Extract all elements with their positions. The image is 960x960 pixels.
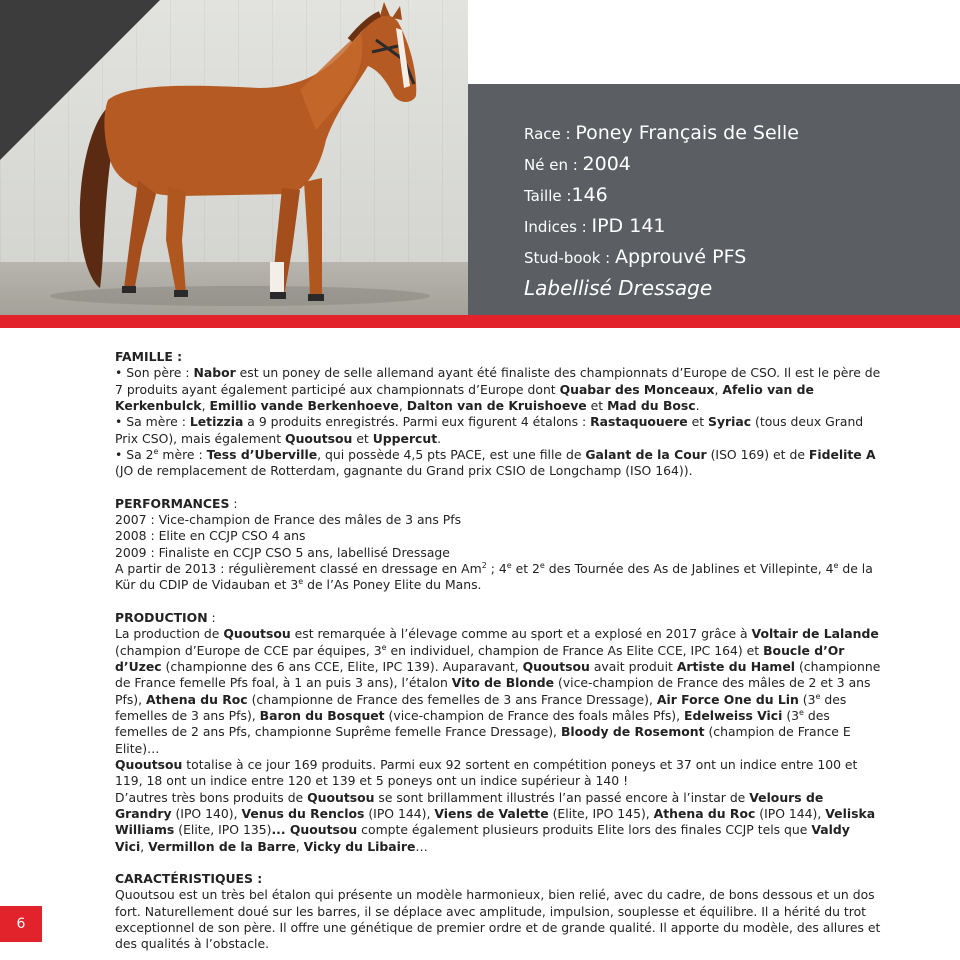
bold-name: Syriac	[708, 414, 752, 430]
superscript: e	[298, 577, 304, 587]
text-run: (JO de remplacement de Rotterdam, gagnante du Grand prix CSIO de Longchamp (ISO 164)).	[115, 463, 693, 479]
bold-name: Venus du Renclos	[241, 805, 365, 821]
text-run: (IPO 144),	[364, 805, 435, 821]
red-divider-bar	[0, 315, 960, 328]
bold-name: Quoutsou	[307, 789, 375, 805]
birth-year-label: Né en :	[524, 156, 583, 174]
text-run: et	[687, 414, 709, 430]
text-run: A partir de 2013 : régulièrement classé en dressage en Am	[115, 561, 482, 577]
text-run: des femelles de 2 ans Pfs, championne Suprême femelle France Dressage),	[115, 707, 830, 740]
text-run: • Son père :	[115, 365, 194, 381]
performance-2008: 2008 : Elite en CCJP CSO 4 ans	[115, 528, 306, 544]
text-run: (champion de France E Elite)…	[115, 724, 851, 756]
text-run: .	[437, 430, 442, 446]
text-run: (3	[798, 691, 816, 707]
bold-name: Quoutsou	[115, 756, 183, 772]
performances-heading-suffix: :	[229, 495, 238, 511]
text-run: est remarquée à l’élevage comme au sport et a explosé en 2017 grâce à	[290, 626, 752, 642]
height-row	[524, 184, 608, 206]
performance-2009: 2009 : Finaliste en CCJP CSO 5 ans, labellisé Dressage	[115, 544, 450, 560]
bold-name: Mad du Bosc	[607, 398, 696, 414]
famille-grandmother	[115, 447, 883, 480]
text-run: • Sa 2	[115, 447, 154, 463]
bold-name: Fidelite A	[808, 447, 876, 463]
birth-year-row	[524, 153, 631, 175]
superscript: e	[381, 642, 387, 652]
bold-name: Vicky du Libaire	[303, 838, 416, 854]
bold-name: Voltair de Lalande	[751, 626, 879, 642]
famille-father	[115, 365, 883, 414]
superscript: e	[833, 561, 839, 570]
text-run: mère :	[158, 447, 207, 463]
superscript: 2	[481, 561, 487, 570]
caracteristiques-heading: CARACTÉRISTIQUES :	[115, 870, 263, 886]
production-heading	[115, 610, 883, 626]
text-run: La production de	[115, 626, 224, 642]
text-run: de la Kür du CDIP de Vidauban et 3	[115, 561, 873, 593]
bold-name: Galant de la Cour	[585, 447, 707, 463]
bold-name: Nabor	[193, 365, 236, 381]
text-run: (Elite, IPO 145),	[548, 805, 654, 821]
bold-name: Baron du Bosquet	[259, 707, 385, 723]
famille-mother	[115, 414, 883, 447]
superscript: e	[506, 561, 512, 570]
production-heading-text: PRODUCTION	[115, 609, 208, 625]
performances-heading-text: PERFORMANCES	[115, 495, 230, 511]
performance-2013	[115, 561, 883, 594]
text-run: • Sa mère :	[115, 414, 190, 430]
bold-name: Air Force One du Lin	[656, 691, 799, 707]
text-run: a 9 produits enregistrés. Parmi eux figurent 4 étalons :	[243, 414, 591, 430]
bold-name: Dalton van de Kruishoeve	[406, 398, 587, 414]
text-run: se sont brillamment illustrés l’an passé encore à l’instar de	[374, 789, 750, 805]
text-run: (IPO 144),	[755, 805, 826, 821]
race-value: Poney Français de Selle	[575, 122, 799, 144]
bold-name: Athena du Roc	[653, 805, 756, 821]
text-run: et 2	[511, 561, 540, 577]
bold-name: Vermillon de la Barre	[148, 838, 296, 854]
text-run: , qui possède 4,5 pts PACE, est une fille de	[317, 447, 586, 463]
bold-name: Quoutsou	[522, 658, 590, 674]
text-run: (vice-champion de France des foals mâles Pfs),	[384, 707, 685, 723]
studbook-row	[524, 246, 746, 268]
bold-name: Veliska Williams	[115, 805, 876, 838]
page-number-text: 6	[16, 916, 26, 932]
text-run: en individuel, champion de France As Elite CCE, IPC 164) et	[386, 642, 764, 658]
bold-name: Valdy Vici	[115, 822, 850, 854]
bold-name: Rastaquouere	[590, 414, 688, 430]
bold-name: Bloody de Rosemont	[560, 724, 705, 740]
production-heading-suffix: :	[207, 609, 216, 625]
text-run: ,	[398, 398, 407, 414]
race-row	[524, 122, 799, 144]
text-run: (champion d’Europe de CCE par équipes, 3	[115, 642, 382, 658]
bold-name: Boucle d’Or d’Uzec	[115, 642, 845, 674]
bold-name: Quabar des Monceaux	[559, 381, 715, 397]
text-run: avait produit	[589, 658, 677, 674]
text-run: (championne de France des femelles de 3 ans France Dressage),	[247, 691, 657, 707]
bold-name: Athena du Roc	[146, 691, 248, 707]
text-run: …	[415, 838, 428, 854]
superscript: e	[799, 707, 804, 717]
superscript: e	[815, 691, 821, 701]
caracteristiques-paragraph: Quoutsou est un très bel étalon qui présente un modèle harmonieux, bien relié, avec du cadre, de bons dessous et un dos fort. Naturellement doué sur les barres, il se déplace avec amplitude, impulsion, souplesse et équilibre. Il a hérité du trot exceptionnel de son père. Il offre une génétique de premier ordre et de grande qualité. Il apporte du modèle, des allures et des qualités à l’obstacle.	[115, 887, 881, 952]
text-run: ,	[295, 838, 304, 854]
horse-photo	[0, 0, 468, 315]
text-run: (championne de France femelle Pfs foal, à 1 an puis 3 ans), l’étalon	[115, 658, 881, 691]
superscript: e	[153, 446, 159, 456]
bold-name: Vito de Blonde	[451, 675, 555, 691]
text-run: ,	[201, 398, 210, 414]
text-run: est un poney de selle allemand ayant été finaliste des championnats d’Europe de CSO. Il est le père de 7 produits ayant également participé aux championnats d’Europe dont	[115, 365, 881, 397]
race-label: Race :	[524, 125, 576, 143]
page-number	[0, 906, 42, 942]
indices-label: Indices :	[524, 218, 592, 236]
text-run: compte également plusieurs produits Elite lors des finales CCJP tels que	[357, 822, 812, 838]
bold-name: Quoutsou	[223, 626, 291, 642]
bold-name: Emillio vande Berkenhoeve	[209, 398, 399, 414]
label-dressage: Labellisé Dressage	[524, 276, 713, 300]
bold-name: Artiste du Hamel	[676, 658, 795, 674]
text-run: des Tournée des As de Jablines et Villepinte, 4	[544, 561, 834, 577]
text-run: de l’As Poney Elite du Mans.	[303, 577, 482, 593]
text-run: (ISO 169) et de	[706, 447, 809, 463]
height-label: Taille :	[524, 187, 572, 205]
indices-value: IPD 141	[591, 215, 666, 237]
text-run: (IPO 140),	[171, 805, 242, 821]
bold-name: Tess d’Uberville	[206, 447, 318, 463]
text-run: (Elite, IPO 135)	[174, 822, 272, 838]
performances-heading	[115, 496, 883, 512]
text-run: .	[695, 398, 700, 414]
bold-name: Afelio van de Kerkenbulck	[115, 381, 814, 414]
production-paragraph-3	[115, 790, 883, 855]
text-run: (tous deux Grand Prix CSO), mais également	[115, 414, 864, 446]
production-paragraph-2	[115, 757, 883, 790]
horse-icon	[0, 0, 468, 315]
birth-year-value: 2004	[582, 153, 631, 175]
studbook-value: Approuvé PFS	[615, 246, 747, 268]
text-run: ,	[140, 838, 149, 854]
text-run: ; 4	[486, 561, 507, 577]
text-run: (championne des 6 ans CCE, Elite, IPC 139). Auparavant,	[161, 658, 523, 674]
body-text	[115, 349, 883, 953]
bold-name: ... Quoutsou	[271, 822, 358, 838]
studbook-label: Stud-book :	[524, 249, 615, 267]
text-run: et	[352, 430, 373, 446]
performance-2007: 2007 : Vice-champion de France des mâles de 3 ans Pfs	[115, 512, 462, 528]
famille-heading: FAMILLE :	[115, 349, 183, 364]
text-run: (3	[782, 707, 800, 723]
production-paragraph-1	[115, 626, 883, 757]
text-run: des femelles de 3 ans Pfs),	[115, 691, 847, 723]
text-run: ,	[714, 381, 723, 397]
bold-name: Velours de Grandry	[115, 789, 824, 821]
text-run: et	[586, 398, 608, 414]
bold-name: Letizzia	[189, 414, 244, 430]
text-run: D’autres très bons produits de	[115, 789, 308, 805]
text-run: totalise à ce jour 169 produits. Parmi eux 92 sortent en compétition poneys et 37 ont un indice entre 100 et 119, 18 ont un indice entre 120 et 139 et 5 poneys ont un indice supérieur à 140 !	[115, 756, 858, 789]
superscript: e	[539, 561, 545, 570]
bold-name: Viens de Valette	[434, 805, 549, 821]
text-run: (vice-champion de France des mâles de 2 et 3 ans Pfs),	[115, 675, 871, 707]
info-panel	[468, 84, 960, 315]
indices-row	[524, 215, 666, 237]
bold-name: Quoutsou	[285, 430, 353, 446]
bold-name: Edelweiss Vici	[684, 707, 783, 723]
bold-name: Uppercut	[372, 430, 438, 446]
height-value: 146	[571, 184, 608, 206]
